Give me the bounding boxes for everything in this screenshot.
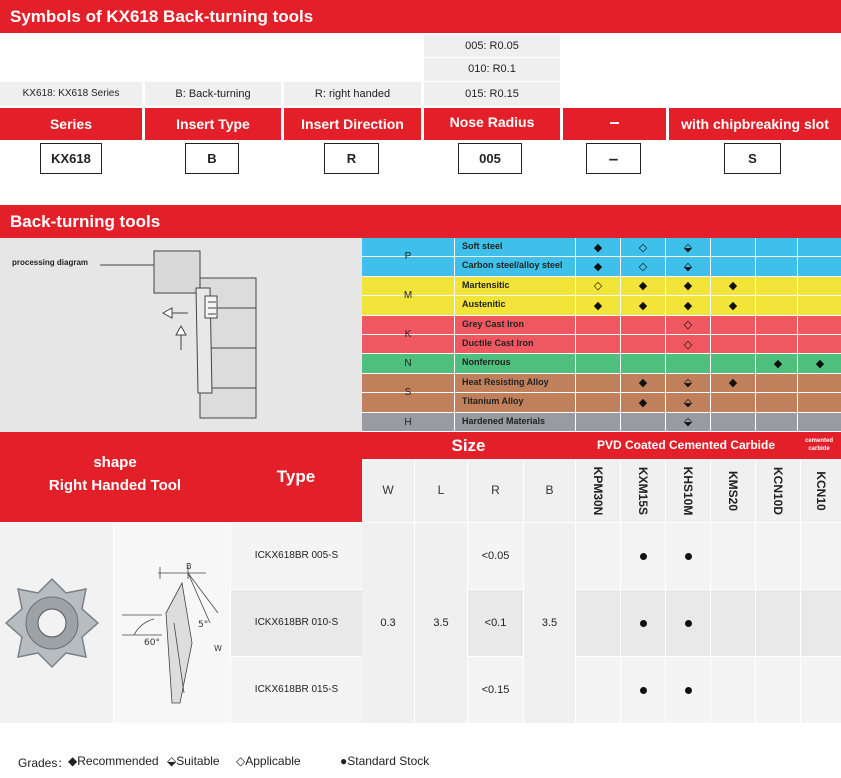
material-name: Ductile Cast Iron [462, 338, 534, 348]
grid-divider [797, 238, 798, 432]
material-group: P [404, 251, 412, 262]
grade-symbol: ◆ [638, 377, 648, 390]
type-cell: ICKX618BR 010-S [231, 590, 362, 656]
nose-option: 010: R0.1 [424, 58, 560, 81]
series-meaning: KX618: KX618 Series [0, 82, 142, 106]
processing-diagram [0, 238, 362, 432]
material-group: H [404, 416, 412, 428]
grade-cell [576, 523, 620, 589]
stock-dot [685, 620, 692, 627]
material-group: N [404, 358, 412, 370]
code-chipbreaker: S [724, 143, 781, 174]
grade-cell [756, 590, 800, 656]
diagram-label: processing diagram [12, 258, 89, 267]
stock-dot [640, 620, 647, 627]
col-w: W [362, 459, 414, 522]
grade-symbol: ◆ [638, 280, 648, 293]
code-direction: R [324, 143, 379, 174]
grade-kms20 [711, 459, 755, 522]
shape-label: shape [93, 454, 137, 471]
grade-symbol: ⬙ [683, 260, 693, 273]
grade-symbol: ◇ [683, 338, 693, 351]
grade-symbol: ◆ [728, 280, 738, 293]
code-series: KX618 [40, 143, 102, 174]
type-header: Type [230, 432, 362, 522]
material-name: Carbon steel/alloy steel [462, 260, 563, 271]
grade-symbol: ◆ [638, 299, 648, 312]
radius-cell: <0.05 [468, 523, 523, 589]
header-insert-direction: Insert Direction [284, 108, 421, 140]
insert-drawing-cell [114, 523, 230, 723]
grade-symbol: ⬙ [683, 396, 693, 409]
cemented-header: cemented carbide [797, 432, 841, 459]
material-name: Martensitic [462, 279, 510, 290]
grid-divider [454, 238, 455, 432]
radius-cell: <0.1 [468, 590, 523, 656]
material-name: Soft steel [462, 241, 503, 251]
grade-symbol: ◇ [638, 241, 648, 254]
col-b: B [524, 459, 575, 522]
grid-divider [710, 238, 711, 432]
stock-dot [640, 687, 647, 694]
grade-symbol: ◇ [593, 280, 603, 293]
grade-cell [711, 657, 755, 723]
grade-symbol: ◆ [683, 280, 693, 293]
material-group: M [403, 289, 413, 301]
grade-kxm15s [621, 459, 665, 522]
grade-label: KMS20 [726, 470, 740, 511]
material-name: Grey Cast Iron [462, 318, 525, 329]
material-name: Titanium Alloy [462, 396, 524, 407]
material-group: S [404, 386, 412, 398]
material-name: Heat Resisting Alloy [462, 376, 549, 387]
legend-recommended: ◆Recommended [68, 754, 159, 768]
grade-cell [576, 590, 620, 656]
grade-symbol: ◆ [815, 357, 825, 370]
insert-drawing [114, 523, 230, 723]
grade-cell [756, 523, 800, 589]
svg-text:60°: 60° [144, 638, 160, 648]
header-chipbreaker: with chipbreaking slot [669, 108, 841, 140]
stock-dot [685, 687, 692, 694]
grade-symbol: ⬙ [683, 241, 693, 254]
grade-label: KPM30N [591, 466, 605, 515]
legend-suitable: ⬙Suitable [167, 754, 220, 768]
back-turning-title: Back-turning tools [0, 205, 841, 238]
grade-symbol: ◆ [683, 299, 693, 312]
grade-label: KCN10D [771, 466, 785, 515]
grade-kcn10 [801, 459, 841, 522]
direction-meaning: R: right handed [284, 82, 421, 106]
header-dash: – [563, 108, 666, 140]
grade-kpm30n [576, 459, 620, 522]
b-value: 3.5 [524, 523, 575, 723]
right-handed-label: Right Handed Tool [48, 477, 182, 494]
size-header: Size [362, 432, 575, 459]
type-cell: ICKX618BR 005-S [231, 523, 362, 589]
insert-photo [0, 523, 113, 723]
header-nose-radius: Nose Radius [424, 108, 560, 140]
svg-text:B: B [186, 562, 192, 571]
nose-option: 015: R0.15 [424, 82, 560, 106]
grade-khs10m [666, 459, 710, 522]
grade-symbol: ◆ [593, 241, 603, 254]
code-nose-radius: 005 [458, 143, 522, 174]
grade-symbol: ◆ [728, 377, 738, 390]
grid-divider [755, 238, 756, 432]
grade-kcn10d [756, 459, 800, 522]
grade-cell [711, 523, 755, 589]
w-value: 0.3 [362, 523, 414, 723]
legend-applicable: ◇Applicable [236, 754, 301, 768]
grade-label: KXM15S [636, 466, 650, 515]
grade-cell [801, 523, 841, 589]
grade-symbol: ◆ [728, 299, 738, 312]
symbols-title: Symbols of KX618 Back-turning tools [0, 0, 841, 33]
radius-cell: <0.15 [468, 657, 523, 723]
svg-text:W: W [214, 644, 222, 653]
grid-divider [575, 238, 576, 432]
grade-symbol: ◆ [773, 357, 783, 370]
grade-symbol: ◆ [593, 299, 603, 312]
insert-type-meaning: B: Back-turning [145, 82, 281, 106]
grade-cell [711, 590, 755, 656]
material-name: Nonferrous [462, 357, 511, 368]
shape-header [0, 432, 230, 522]
grade-label: KHS10M [681, 466, 695, 515]
material-name: Hardened Materials [462, 415, 546, 426]
code-dash: – [586, 143, 641, 174]
grade-symbol: ⬙ [683, 416, 693, 429]
grade-symbol: ⬙ [683, 377, 693, 390]
grade-symbol: ◆ [638, 396, 648, 409]
grade-label: KCN10 [814, 470, 828, 511]
nose-option: 005: R0.05 [424, 35, 560, 57]
header-series: Series [0, 108, 142, 140]
grid-divider [620, 238, 621, 432]
grade-symbol: ◆ [593, 260, 603, 273]
grade-cell [576, 657, 620, 723]
code-insert-type: B [185, 143, 239, 174]
machining-sketch [0, 238, 362, 432]
material-group: K [404, 328, 412, 340]
grade-cell [801, 657, 841, 723]
col-l: L [415, 459, 467, 522]
grid-divider [665, 238, 666, 432]
grade-cell [756, 657, 800, 723]
grade-cell [801, 590, 841, 656]
legend-prefix: Grades： [18, 756, 70, 770]
grade-symbol: ◇ [638, 260, 648, 273]
type-cell: ICKX618BR 015-S [231, 657, 362, 723]
stock-dot [640, 553, 647, 560]
grade-symbol: ◇ [683, 319, 693, 332]
stock-dot [685, 553, 692, 560]
legend-stock: ●Standard Stock [340, 754, 430, 768]
l-value: 3.5 [415, 523, 467, 723]
col-r: R [468, 459, 523, 522]
insert-photo-cell [0, 523, 113, 723]
pvd-header: PVD Coated Cemented Carbide [575, 432, 797, 459]
svg-text:5°: 5° [198, 620, 209, 630]
material-name: Austenitic [462, 299, 506, 310]
header-insert-type: Insert Type [145, 108, 281, 140]
